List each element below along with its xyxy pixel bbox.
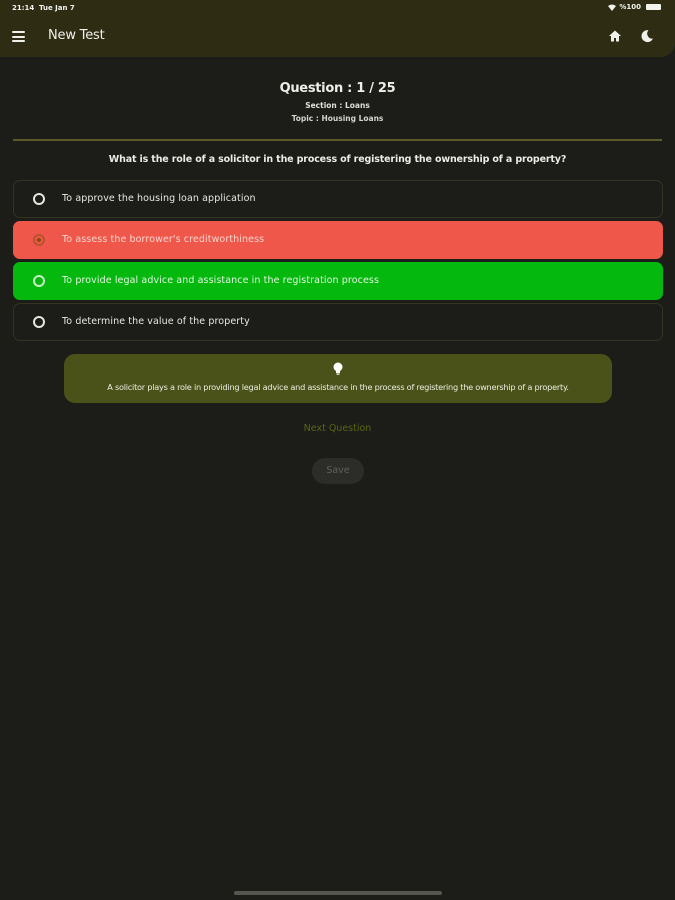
- wifi-icon: [608, 4, 616, 11]
- next-question-button[interactable]: Next Question: [303, 423, 372, 434]
- explanation-card: [64, 354, 612, 403]
- answer-option-label: To assess the borrower's creditworthiness: [62, 234, 265, 245]
- question-header: [0, 81, 675, 123]
- home-indicator[interactable]: [234, 891, 442, 895]
- explanation-text: A solicitor plays a role in providing legal advice and assistance in the process of registering the ownership of a property.: [107, 382, 569, 392]
- radio-button[interactable]: [33, 193, 45, 205]
- status-bar: [0, 0, 675, 16]
- answer-option[interactable]: [13, 303, 663, 341]
- lightbulb-icon: [332, 361, 344, 375]
- moon-icon[interactable]: [639, 28, 655, 44]
- question-text: What is the role of a solicitor in the process of registering the ownership of a property?: [108, 154, 567, 165]
- answer-options: [13, 180, 663, 344]
- battery-percent: %100: [619, 3, 641, 11]
- save-button[interactable]: Save: [312, 458, 364, 484]
- status-date: Tue Jan 7: [39, 4, 75, 12]
- radio-button-selected[interactable]: [33, 234, 45, 246]
- answer-option-label: To approve the housing loan application: [62, 193, 256, 204]
- app-header: [0, 0, 675, 57]
- radio-button[interactable]: [33, 316, 45, 328]
- status-time: 21:14: [12, 4, 35, 12]
- page-title: New Test: [48, 28, 105, 43]
- home-icon[interactable]: [607, 28, 623, 44]
- question-section: Section : Loans: [305, 101, 370, 110]
- status-indicators: [608, 3, 661, 11]
- answer-option[interactable]: [13, 180, 663, 218]
- question-topic: Topic : Housing Loans: [291, 114, 384, 123]
- divider: [13, 139, 662, 141]
- toolbar: [0, 22, 675, 52]
- answer-option-correct[interactable]: [13, 262, 663, 300]
- answer-option-label: To provide legal advice and assistance in the registration process: [62, 275, 379, 286]
- battery-icon: [646, 4, 661, 10]
- answer-option-wrong[interactable]: [13, 221, 663, 259]
- question-counter: Question : 1 / 25: [279, 81, 396, 96]
- answer-option-label: To determine the value of the property: [62, 316, 250, 327]
- menu-icon[interactable]: [12, 31, 25, 42]
- radio-button[interactable]: [33, 275, 45, 287]
